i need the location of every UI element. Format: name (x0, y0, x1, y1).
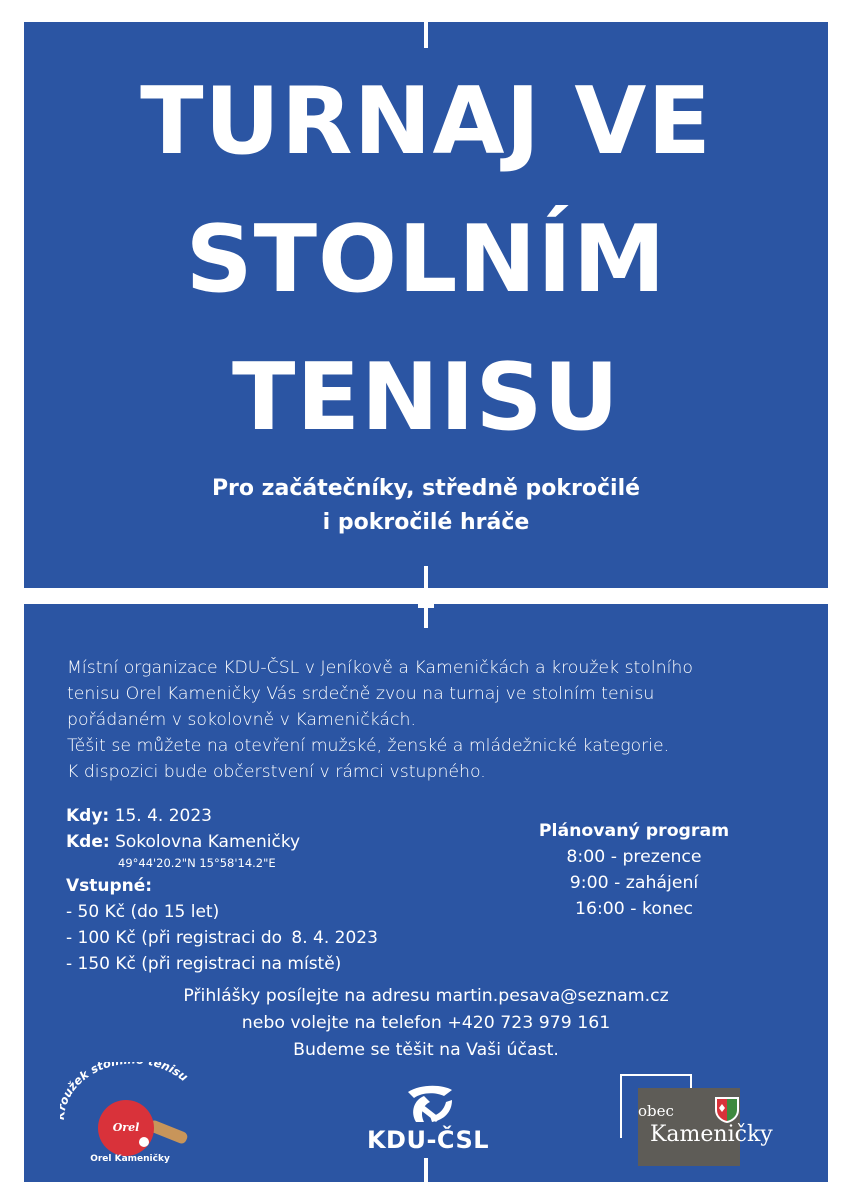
fee-item-2 (66, 925, 486, 951)
obec-crest-icon (714, 1096, 740, 1124)
program-item: 8:00 - prezence (566, 847, 702, 867)
fee-label: Vstupné: (66, 876, 153, 896)
when-value: 15. 4. 2023 (114, 806, 212, 826)
program-item: 9:00 - zahájení (569, 873, 699, 893)
intro-line-2: tenisu Orel Kameničky Vás srdečně zvou na turnaj ve stolním tenisu (67, 684, 655, 704)
subtitle-line-1: Pro začátečníky, středně pokročilé (211, 476, 641, 501)
when-row (66, 803, 486, 829)
subtitle-line-2: i pokročilé hráče (322, 510, 530, 535)
kdu-text: KDU-ČSL (366, 1126, 490, 1154)
obec-name: Kameničky (650, 1122, 773, 1147)
intro-paragraph (67, 655, 787, 785)
kdu-symbol (360, 1082, 496, 1126)
program-item: 16:00 - konec (574, 899, 694, 919)
net-cap-middle-2 (418, 604, 434, 608)
where-value: Sokolovna Kameničky (115, 832, 301, 852)
obec-logo (620, 1074, 810, 1170)
program-heading: Plánovaný program (538, 821, 730, 841)
event-info (66, 803, 486, 977)
obec-frame-left (620, 1074, 622, 1138)
fee-item-2-text: - 100 Kč (při registraci do (66, 928, 283, 948)
program-block (500, 818, 768, 922)
when-label: Kdy: (66, 806, 110, 826)
contact-line-1: Přihlášky posílejte na adresu martin.pesava@seznam.cz (183, 986, 669, 1006)
where-row (66, 829, 486, 855)
fee-item-3: - 150 Kč (při registraci na místě) (66, 954, 342, 974)
title-line-2: STOLNÍM (185, 205, 667, 313)
intro-line-4: Těšit se můžete na otevření mužské, ženské a mládežnické kategorie. (67, 736, 670, 756)
contact-line-3: Budeme se těšit na Vaši účast. (293, 1040, 559, 1060)
intro-line-3: pořádaném v sokolovně v Kameničkách. (67, 710, 416, 730)
gps-coordinates: 49°44'20.2"N 15°58'14.2"E (118, 856, 276, 870)
poster-title (0, 52, 852, 466)
fee-item-2-date: 8. 4. 2023 (291, 928, 378, 948)
ping-pong-ball (139, 1137, 149, 1147)
kdu-logo (360, 1082, 496, 1162)
intro-line-5: K dispozici bude občerstvení v rámci vstupného. (67, 762, 486, 782)
orel-paddle-text: Orel (112, 1121, 140, 1134)
contact-block (0, 983, 852, 1064)
net-line-top (424, 22, 428, 48)
title-line-1: TURNAJ VE (140, 67, 712, 175)
intro-line-1: Místní organizace KDU-ČSL v Jeníkově a Kameničkách a kroužek stolního (67, 658, 693, 678)
poster-subtitle (0, 472, 852, 540)
net-cap-middle (418, 588, 434, 592)
where-label: Kde: (66, 832, 110, 852)
orel-logo (60, 1062, 220, 1172)
obec-word: obec (638, 1102, 674, 1120)
contact-line-2: nebo volejte na telefon +420 723 979 161 (241, 1013, 611, 1033)
obec-frame-right (690, 1074, 692, 1088)
title-line-3: TENISU (232, 343, 620, 451)
net-line-middle (424, 566, 428, 628)
orel-arc-text: užek sto enisu (60, 1062, 191, 1100)
obec-frame-top (620, 1074, 692, 1076)
orel-bottom-text: Orel Kameničky (90, 1154, 170, 1164)
fee-item-1: - 50 Kč (do 15 let) (66, 902, 220, 922)
